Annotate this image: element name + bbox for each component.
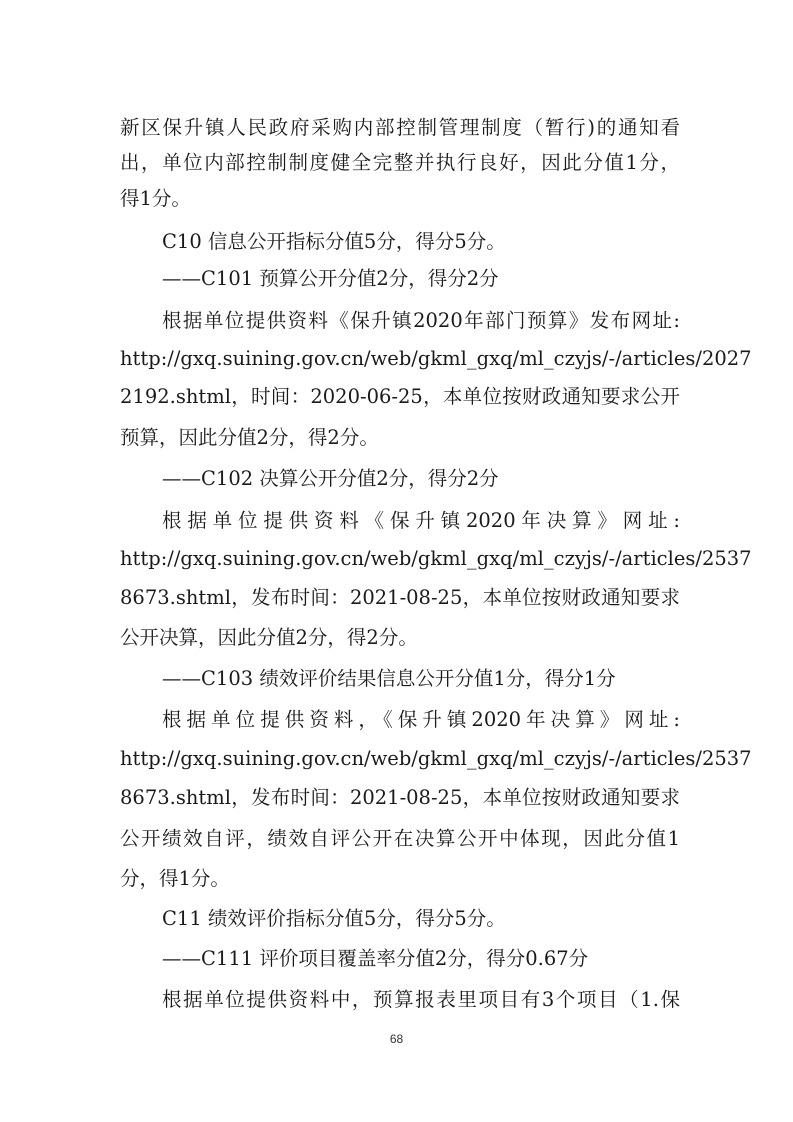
body-text-line: 根据单位提供资料《保升镇2020年部门预算》发布网址: <box>162 309 680 332</box>
body-text-line: 公开决算，因此分值2分，得2分。 <box>120 626 418 649</box>
section-heading-c11: C11 绩效评价指标分值5分，得分5分。 <box>162 907 506 930</box>
subsection-heading-c102: ——C102 决算公开分值2分，得分2分 <box>162 467 499 490</box>
body-text-line: 根据单位提供资料中，预算报表里项目有3个项目（1.保 <box>162 988 680 1011</box>
body-text-line: 预算，因此分值2分，得2分。 <box>120 426 379 449</box>
body-text-line: 得1分。 <box>120 187 191 210</box>
body-text-line: 8673.shtml，发布时间：2021-08-25，本单位按财政通知要求 <box>120 786 680 809</box>
body-text-line: 公开绩效自评，绩效自评公开在决算公开中体现，因此分值1 <box>120 827 680 850</box>
subsection-heading-c103: ——C103 绩效评价结果信息公开分值1分，得分1分 <box>162 667 616 690</box>
url-text-line: http://gxq.suining.gov.cn/web/gkml_gxq/ml_czyjs/-/articles/2027 <box>120 347 752 370</box>
url-text-line: http://gxq.suining.gov.cn/web/gkml_gxq/ml_czyjs/-/articles/2537 <box>120 747 752 770</box>
body-text-line: 2192.shtml，时间：2020-06-25，本单位按财政通知要求公开 <box>120 385 680 408</box>
body-text-line: 新区保升镇人民政府采购内部控制管理制度（暂行)的通知看 <box>120 116 680 139</box>
section-heading-c10: C10 信息公开指标分值5分，得分5分。 <box>162 230 506 253</box>
body-text-line: 分，得1分。 <box>120 867 230 890</box>
body-text-line: 出，单位内部控制制度健全完整并执行良好，因此分值1分， <box>120 151 680 174</box>
body-text-line: 根据单位提供资料，《保升镇2020年决算》网址: <box>162 708 680 731</box>
url-text-line: http://gxq.suining.gov.cn/web/gkml_gxq/ml_czyjs/-/articles/2537 <box>120 547 752 570</box>
page-number: 68 <box>389 1032 404 1046</box>
body-text-line: 根据单位提供资料《保升镇2020年决算》网址: <box>162 509 680 532</box>
body-text-line: 8673.shtml，发布时间：2021-08-25，本单位按财政通知要求 <box>120 586 680 609</box>
subsection-heading-c111: ——C111 评价项目覆盖率分值2分，得分0.67分 <box>162 947 589 970</box>
subsection-heading-c101: ——C101 预算公开分值2分，得分2分 <box>162 267 499 290</box>
